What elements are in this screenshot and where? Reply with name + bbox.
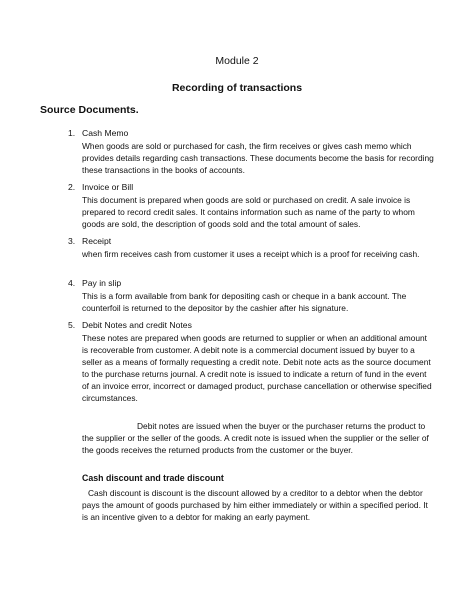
list-item-number: 1. xyxy=(68,128,76,138)
section-heading: Source Documents. xyxy=(40,104,139,116)
credit-note-paragraph: Debit notes are issued when the buyer or the purchaser returns the product to the supplier or the seller of the goods. A credit note is issued when the supplier or the seller of the goods receives the returned products from the customer or the buyer. xyxy=(82,421,429,455)
module-title: Module 2 xyxy=(215,55,259,67)
page-title: Recording of transactions xyxy=(171,82,303,94)
list-item-number: 5. xyxy=(68,320,76,330)
list-item-label: Invoice or Bill xyxy=(82,182,134,192)
list-item-number: 3. xyxy=(68,236,76,246)
list-item-text: This is a form available from bank for depositing cash or cheque in a bank account. The counterfoil is returned to the depositor by the cashier after his signature. xyxy=(82,291,407,313)
list-item-number: 2. xyxy=(68,182,76,192)
list-item-label: Receipt xyxy=(82,236,112,246)
list-item-number: 4. xyxy=(68,278,76,288)
list-item-text: When goods are sold or purchased for cash, the firm receives or gives cash memo which provides details regarding cash transactions. These documents become the basis for recording these transactions in the books of accounts. xyxy=(82,141,434,175)
list-item-text: These notes are prepared when goods are returned to supplier or when an additional amount is recoverable from customer. A debit note is a commercial document issued by buyer to a seller as a means of formally requesting a credit note. Debit note acts as the source document to the purchase returns journal. A credit note is issued to indicate a return of fund in the event of an invoice error, incorrect or damaged product, purchase cancellation or otherwise specified circumstances. xyxy=(82,333,432,403)
cash-discount-paragraph: Cash discount is discount is the discount allowed by a creditor to a debtor when the debtor pays the amount of goods purchased by him either immediately or within a specified period. It is an incentive given to a debtor for making an early payment. xyxy=(82,488,428,522)
list-item-text: when firm receives cash from customer it uses a receipt which is a proof for receiving cash. xyxy=(82,249,420,259)
list-item-text: This document is prepared when goods are sold or purchased on credit. A sale invoice is prepared to record credit sales. It contains information such as name of the party to whom goods are sold, the description of goods sold and the total amount of sales. xyxy=(82,195,415,229)
list-item-label: Cash Memo xyxy=(82,128,129,138)
list-item-label: Pay in slip xyxy=(82,278,122,288)
cash-discount-heading: Cash discount and trade discount xyxy=(82,473,224,483)
list-item-label: Debit Notes and credit Notes xyxy=(82,320,192,330)
